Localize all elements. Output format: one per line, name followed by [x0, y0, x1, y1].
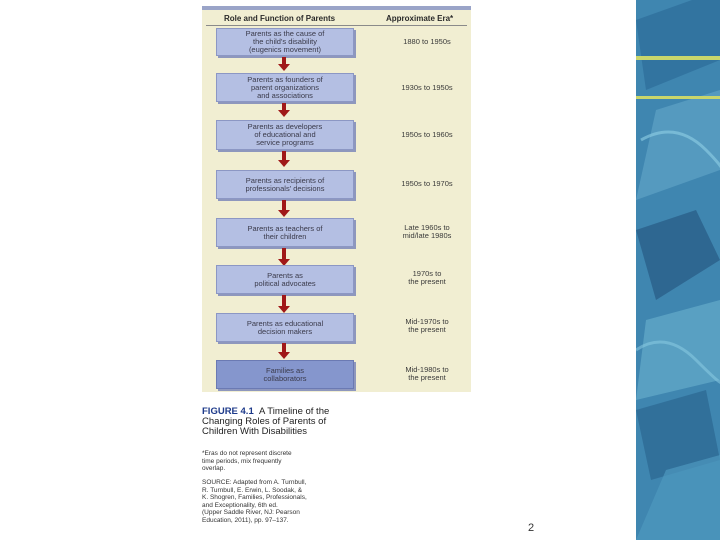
role-box: Parents as the cause of the child's disability (eugenics movement)	[216, 28, 354, 56]
era-label: Late 1960s to mid/late 1980s	[402, 223, 452, 240]
figure-title: A Timeline of the Changing Roles of Parents of Children With Disabilities	[202, 406, 330, 437]
role-box-final: Families as collaborators	[216, 360, 354, 389]
era-label: 1880 to 1950s	[403, 37, 451, 46]
role-box: Parents as founders of parent organizations and associations	[216, 73, 354, 102]
timeline-arrowhead	[278, 210, 290, 217]
role-box: Parents as educational decision makers	[216, 313, 354, 342]
header-role: Role and Function of Parents	[224, 14, 336, 23]
figure-label: FIGURE 4.1	[202, 406, 254, 417]
role-box: Parents as developers of educational and service programs	[216, 120, 354, 150]
timeline-arrowhead	[278, 64, 290, 71]
timeline-arrowhead	[278, 306, 290, 313]
decorative-side-panel	[636, 0, 720, 540]
figure-top-bar	[202, 6, 471, 10]
role-box: Parents as teachers of their children	[216, 218, 354, 247]
era-label: 1950s to 1970s	[401, 179, 453, 188]
page-number: 2	[528, 522, 535, 534]
era-label: 1970s to the present	[408, 269, 446, 286]
era-label: 1950s to 1960s	[401, 130, 453, 139]
figure-caption	[202, 407, 362, 437]
header-era: Approximate Era*	[386, 14, 454, 23]
era-label: 1930s to 1950s	[401, 83, 453, 92]
header-divider	[206, 25, 467, 26]
timeline-arrowhead	[278, 160, 290, 167]
era-label: Mid-1970s to the present	[405, 317, 449, 334]
role-box: Parents as recipients of professionals' decisions	[216, 170, 354, 199]
era-label: Mid-1980s to the present	[405, 365, 449, 382]
abstract-pattern-graphic	[636, 0, 720, 540]
timeline-arrowhead	[278, 352, 290, 359]
role-box: Parents as political advocates	[216, 265, 354, 294]
timeline-arrowhead	[278, 110, 290, 117]
timeline-figure	[202, 6, 471, 392]
figure-note: *Eras do not represent discrete time periods, mix frequently overlap.	[202, 450, 292, 472]
figure-source: SOURCE: Adapted from A. Turnbull, R. Turnbull, E. Erwin, L. Soodak, & K. Shogren, Families, Professionals, and Exceptionality, 6th ed. (Upper Saddle River, NJ: Pearson Education, 2011), pp. 97–137.	[202, 479, 307, 524]
